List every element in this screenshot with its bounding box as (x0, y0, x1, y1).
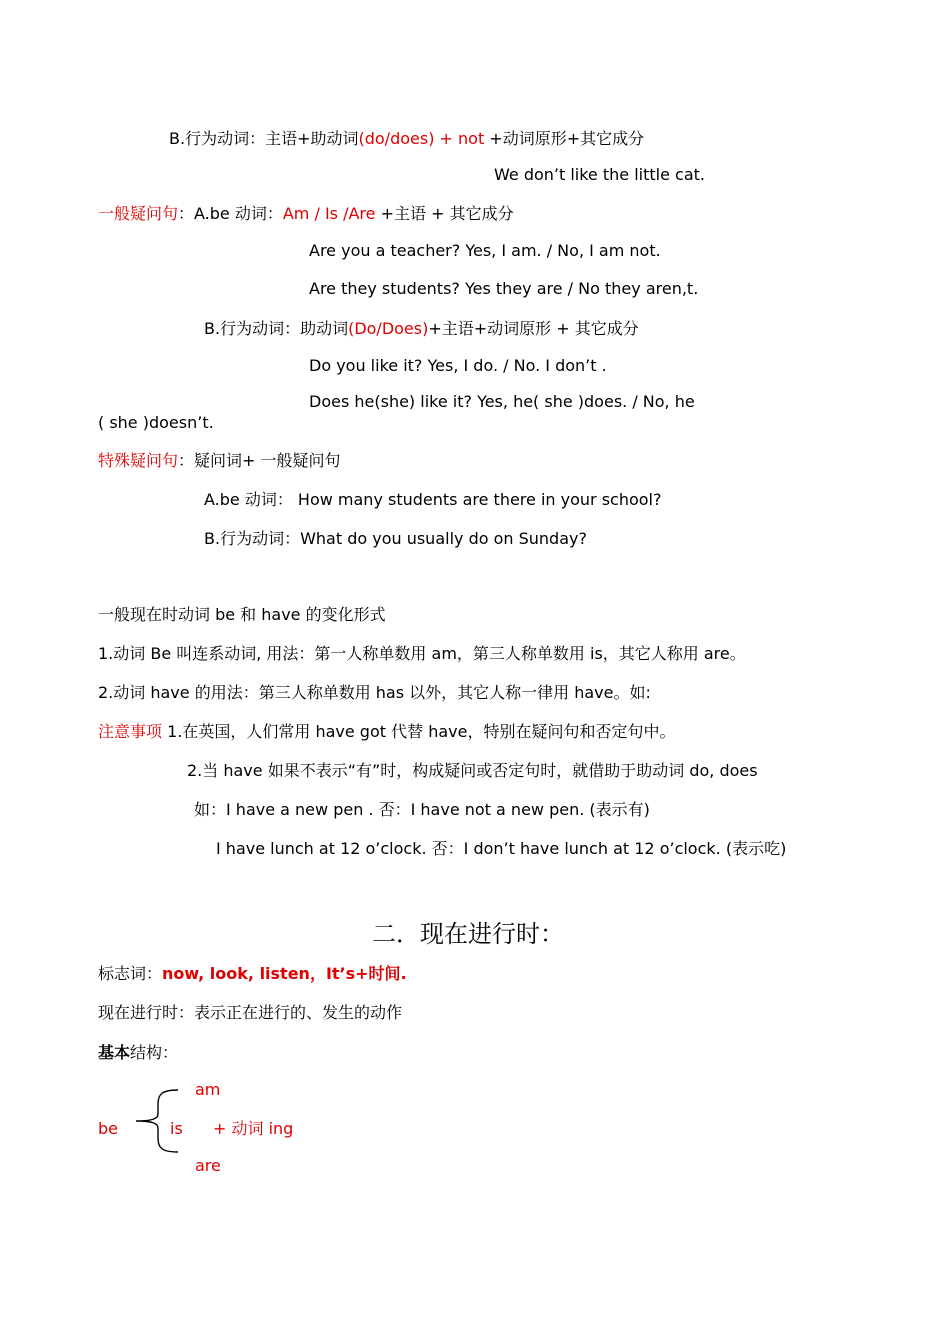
marker-prefix: 标志词： (98, 964, 163, 983)
marker-words-line (98, 963, 407, 985)
neg-b-suffix: +动词原形+其它成分 (484, 129, 645, 148)
neg-b-line (169, 128, 644, 150)
structure-heading-bold: 基本 (98, 1043, 131, 1062)
yn-b-example-1: Do you like it? Yes, I do. / No. I don’t . (309, 356, 607, 375)
wh-a-line: A.be 动词： How many students are there in your school? (204, 490, 662, 509)
rule-2: 2.动词 have 的用法：第三人称单数用 has 以外，其它人称一律用 have。如: (98, 683, 651, 702)
am-word: am (195, 1080, 221, 1099)
note-line (98, 721, 675, 743)
yn-a-prefix: ：A.be 动词： (178, 204, 283, 223)
is-word: is (170, 1119, 183, 1138)
yn-b-auxiliary: (Do/Does) (348, 319, 429, 338)
note-2: 2.当 have 如果不表示“有”时，构成疑问或否定句时，就借助于助动词 do, does (187, 761, 758, 780)
structure-heading (98, 1042, 178, 1064)
neg-b-example: We don’t like the little cat. (494, 165, 705, 184)
yn-a-be-forms: Am / Is /Are (282, 204, 376, 223)
marker-words: now, look, listen，It’s+时间. (162, 964, 407, 983)
be-word: be (98, 1119, 118, 1138)
wh-suffix: ：疑问词+ 一般疑问句 (178, 451, 341, 470)
yn-b-prefix: B.行为动词：助动词 (204, 319, 349, 338)
section-2-title: 二．现在进行时： (372, 920, 564, 948)
yn-b-line (204, 318, 639, 340)
yn-a-line (98, 203, 514, 225)
wh-b-line: B.行为动词：What do you usually do on Sunday? (204, 529, 587, 548)
yn-label: 一般疑问句 (98, 204, 179, 223)
forms-title: 一般现在时动词 be 和 have 的变化形式 (98, 605, 386, 624)
have-example-2: I have lunch at 12 o’clock. 否：I don’t have lunch at 12 o’clock. (表示吃) (216, 839, 787, 858)
yn-a-example-2: Are they students? Yes they are / No they aren,t. (309, 279, 699, 298)
are-word: are (195, 1156, 221, 1175)
progressive-definition: 现在进行时：表示正在进行的、发生的动作 (98, 1003, 403, 1022)
note-1: 1.在英国，人们常用 have got 代替 have，特别在疑问句和否定句中。 (162, 722, 676, 741)
wh-label: 特殊疑问句 (98, 451, 179, 470)
yn-a-example-1: Are you a teacher? Yes, I am. / No, I am not. (309, 241, 661, 260)
wh-line (98, 450, 341, 472)
rule-1: 1.动词 Be 叫连系动词, 用法：第一人称单数用 am，第三人称单数用 is，其它人称用 are。 (98, 644, 746, 663)
yn-b-example-2b: ( she )doesn’t. (98, 413, 214, 432)
note-label: 注意事项 (98, 722, 163, 741)
have-example-1: 如：I have a new pen . 否：I have not a new pen. (表示有) (194, 800, 650, 819)
neg-b-auxiliary: (do/does) + not (358, 129, 485, 148)
neg-b-prefix: B.行为动词：主语+助动词 (169, 129, 359, 148)
plus-ing: + 动词 ing (213, 1119, 294, 1138)
yn-b-example-2a: Does he(she) like it? Yes, he( she )does. / No, he (309, 392, 695, 411)
yn-a-suffix: +主语 + 其它成分 (375, 204, 514, 223)
yn-b-suffix: +主语+动词原形 + 其它成分 (428, 319, 639, 338)
structure-heading-rest: 结构： (130, 1043, 179, 1062)
